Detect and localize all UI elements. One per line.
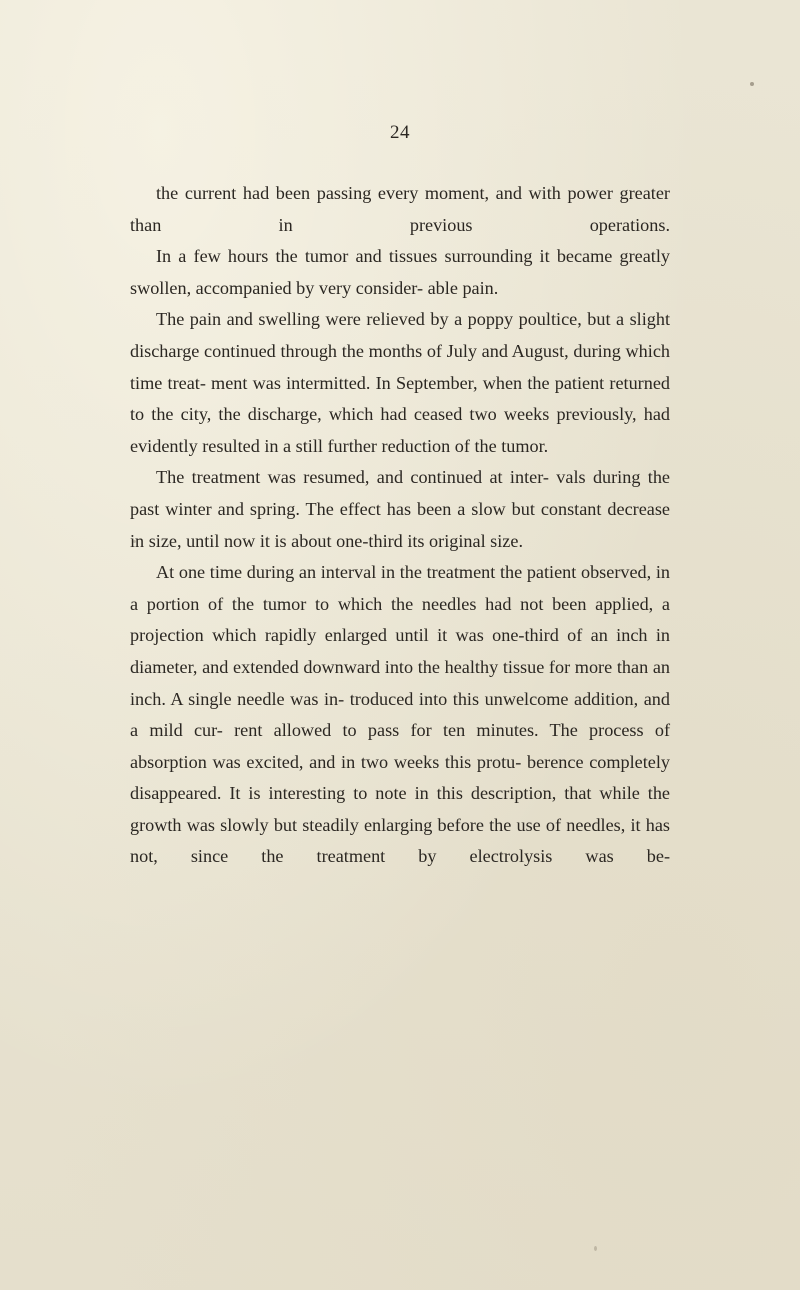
paragraph: At one time during an interval in the treatment the patient observed, in a portion of the tumor to which the needles had not been applied, a projection which rapidly enlarged until it was one-third of an inch in diameter, and extended downward into the healthy tissue for more than an inch. A single needle was in- troduced into this unwelcome addition, and a mild cur- rent allowed to pass for ten minutes. The process of absorption was excited, and in two weeks this protu- berence completely disappeared. It is interesting to note in this description, that while the growth was slowly but steadily enlarging before the use of needles, it has not, since the treatment by electrolysis was be- <box>130 562 670 867</box>
page-number: 24 <box>390 122 410 143</box>
paragraph: In a few hours the tumor and tissues surrounding it became greatly swollen, accompanied by very consider- able pain. <box>130 246 670 298</box>
paragraph: the current had been passing every moment, and with power greater than in previous operations. <box>130 183 670 235</box>
page-body <box>130 178 670 873</box>
paragraph: The pain and swelling were relieved by a poppy poultice, but a slight discharge continued through the months of July and August, during which time treat- ment was intermitted. In September, when the patient returned to the city, the discharge, which had ceased two weeks previously, had evidently resulted in a still further reduction of the tumor. <box>130 309 670 456</box>
page-speck <box>750 82 754 86</box>
paragraph: The treatment was resumed, and continued at inter- vals during the past winter and spring. The effect has been a slow but constant decrease in size, until now it is about one-third its original size. <box>130 467 670 551</box>
page-speck <box>594 1246 597 1251</box>
